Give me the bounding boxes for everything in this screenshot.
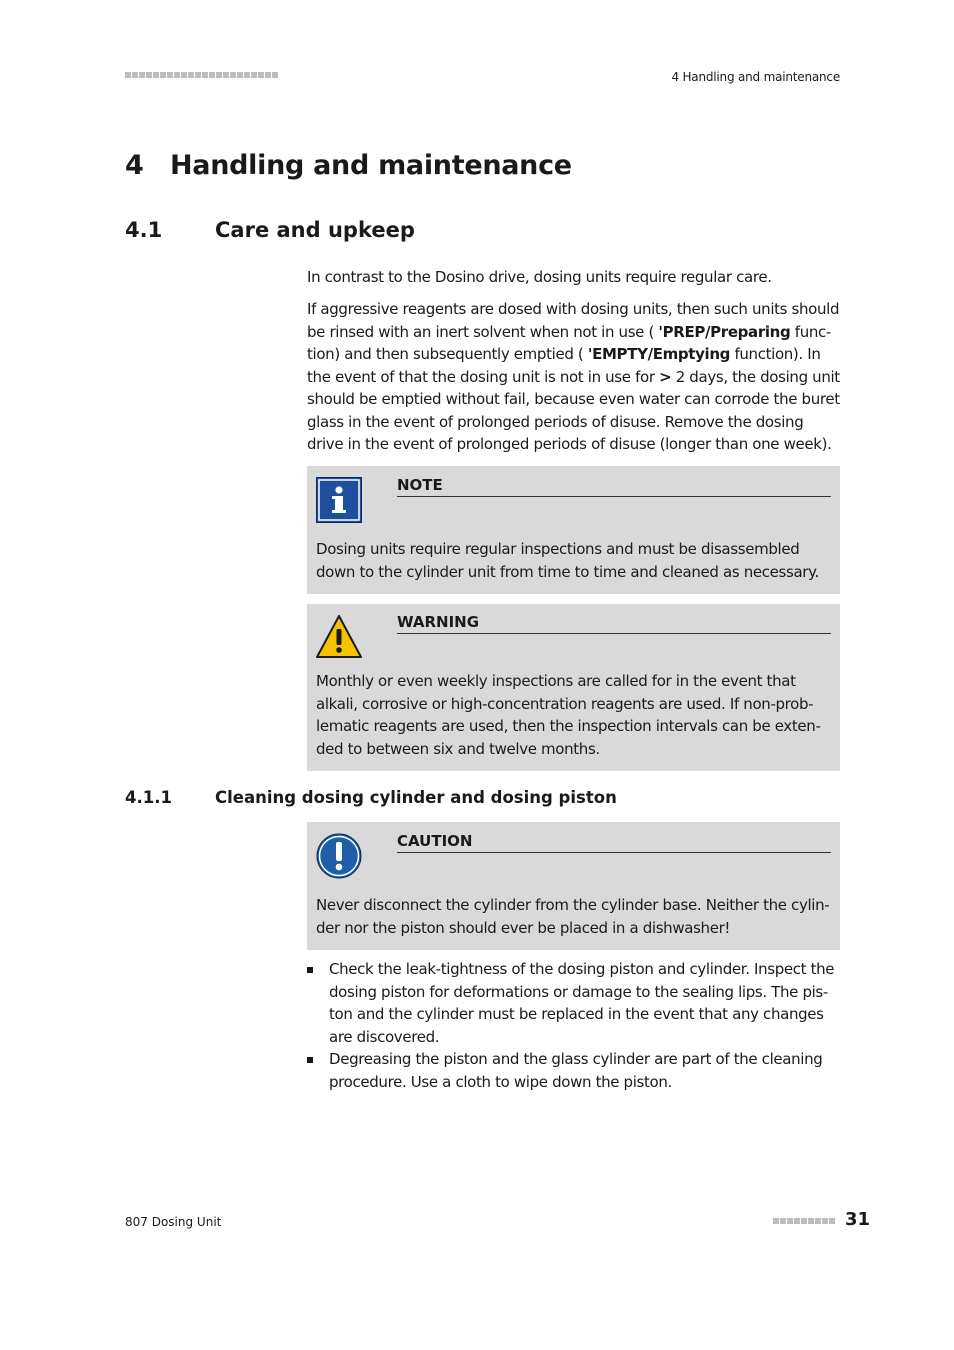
text-run: function). In the event of that the dosing unit is not in use for [307,345,821,386]
prep-command: 'PREP/Preparing [658,322,791,341]
warning-triangle-icon [316,614,362,660]
intro-paragraph-1: In contrast to the Dosino drive, dosing units require regular care. [307,268,772,286]
warning-text: Monthly or even weekly inspections are called for in the event that alkali, corrosive or high-concentration reagents are used. If non-prob-lematic reagents are used, then the inspection intervals can be exten-ded to between six and twelve months. [316,672,821,758]
warning-box [307,604,840,771]
text-run: If aggressive reagents are dosed with dosing units, then such units should be rinsed with an inert solvent when not in use ( [307,300,840,341]
caution-text: Never disconnect the cylinder from the cylinder base. Neither the cylin-der nor the piston should ever be placed in a dishwasher! [316,896,830,937]
section-heading [125,218,415,242]
header-decoration [125,72,278,78]
note-text: Dosing units require regular inspections and must be disassembled down to the cylinder unit from time to time and cleaned as necessary. [316,540,819,581]
empty-command: 'EMPTY/Emptying [587,345,731,363]
note-title: NOTE [397,476,831,497]
subsection-title: Cleaning dosing cylinder and dosing piston [215,788,617,807]
info-icon [316,477,362,523]
footer-decoration [773,1218,835,1224]
section-title: Care and upkeep [215,218,415,242]
caution-title: CAUTION [397,832,831,853]
section-number: 4.1 [125,218,163,242]
list-item: Check the leak-tightness of the dosing piston and cylinder. Inspect the dosing piston for deformations or damage to the sealing lips. The pis-ton and the cylinder must be replaced in the event that any changes are discovered. [307,958,840,1048]
text-run: func-tion) and then subsequently emptied ( [307,322,831,363]
subsection-heading [125,788,617,807]
text-run: 2 days, the dosing unit should be emptied without fail, because even water can corrode the buret glass in the event of prolonged periods of disuse. Remove the dosing drive in the event of prolonged periods of disuse (longer than one week). [307,367,840,453]
list-item: Degreasing the piston and the glass cylinder are part of the cleaning procedure. Use a cloth to wipe down the piston. [307,1048,840,1093]
chapter-number: 4 [125,150,144,181]
warning-title: WARNING [397,613,831,634]
exclamation-circle-icon [316,833,362,879]
footer-product: 807 Dosing Unit [125,1215,222,1229]
page-number: 31 [845,1209,871,1230]
running-header: 4 Handling and maintenance [671,70,840,84]
chapter-title: Handling and maintenance [170,150,572,181]
intro-paragraph-2 [307,298,840,456]
chapter-heading [125,150,572,181]
caution-box [307,822,840,950]
subsection-number: 4.1.1 [125,788,172,807]
note-box [307,466,840,594]
cleaning-steps-list [307,958,840,1093]
greater-than-symbol: > [659,367,672,386]
